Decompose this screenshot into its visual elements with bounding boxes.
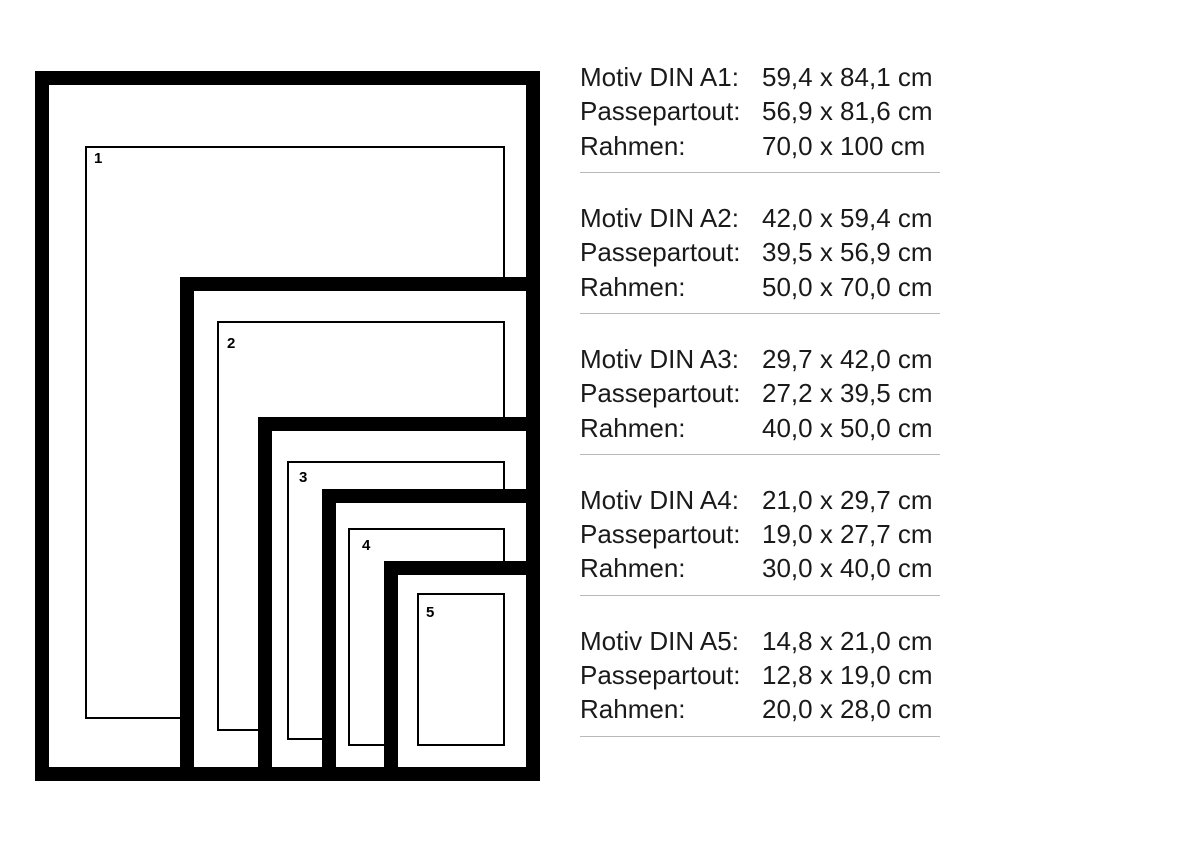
- spec-group-a3: [580, 342, 940, 455]
- spec-group-a5: [580, 624, 940, 737]
- frame-label-2: 2: [227, 335, 236, 352]
- spec-row: [580, 60, 940, 94]
- spec-label: Passepartout:: [580, 237, 741, 268]
- spec-row: [580, 692, 940, 726]
- spec-label: Motiv DIN A5:: [580, 625, 739, 656]
- spec-label: Motiv DIN A2:: [580, 202, 739, 233]
- spec-row: [580, 129, 940, 163]
- spec-value: 70,0 x 100 cm: [762, 130, 926, 161]
- spec-value: 50,0 x 70,0 cm: [762, 271, 933, 302]
- spec-row: [580, 235, 940, 269]
- spec-row: [580, 376, 940, 410]
- spec-group-a2: [580, 201, 940, 314]
- spec-value: 56,9 x 81,6 cm: [762, 96, 933, 127]
- spec-row: [580, 658, 940, 692]
- spec-value: 20,0 x 28,0 cm: [762, 694, 933, 725]
- spec-row: [580, 517, 940, 551]
- spec-value: 42,0 x 59,4 cm: [762, 202, 933, 233]
- size-legend: [580, 60, 940, 737]
- spec-label: Passepartout:: [580, 519, 741, 550]
- spec-value: 39,5 x 56,9 cm: [762, 237, 933, 268]
- spec-value: 12,8 x 19,0 cm: [762, 660, 933, 691]
- spec-label: Motiv DIN A1:: [580, 62, 739, 92]
- spec-label: Rahmen:: [580, 553, 686, 584]
- frame-label-5: 5: [426, 604, 435, 621]
- spec-label: Rahmen:: [580, 271, 686, 302]
- spec-value: 19,0 x 27,7 cm: [762, 519, 933, 550]
- frame-label-3: 3: [299, 469, 308, 486]
- spec-group-a4: [580, 483, 940, 596]
- spec-label: Rahmen:: [580, 694, 686, 725]
- spec-value: 21,0 x 29,7 cm: [762, 484, 933, 515]
- frame-label-4: 4: [362, 537, 371, 554]
- spec-row: [580, 94, 940, 128]
- spec-label: Passepartout:: [580, 660, 741, 691]
- spec-group-a1: [580, 60, 940, 173]
- spec-value: 27,2 x 39,5 cm: [762, 378, 933, 409]
- spec-value: 59,4 x 84,1 cm: [762, 62, 933, 92]
- spec-value: 29,7 x 42,0 cm: [762, 343, 933, 374]
- spec-row: [580, 551, 940, 585]
- spec-label: Motiv DIN A3:: [580, 343, 739, 374]
- spec-row: [580, 483, 940, 517]
- spec-label: Rahmen:: [580, 412, 686, 443]
- spec-row: [580, 201, 940, 235]
- frame-size-diagram: [0, 0, 560, 842]
- frame-label-1: 1: [94, 150, 103, 167]
- spec-row: [580, 342, 940, 376]
- spec-row: [580, 411, 940, 445]
- spec-label: Passepartout:: [580, 96, 741, 127]
- spec-row: [580, 624, 940, 658]
- spec-value: 14,8 x 21,0 cm: [762, 625, 933, 656]
- spec-value: 40,0 x 50,0 cm: [762, 412, 933, 443]
- spec-value: 30,0 x 40,0 cm: [762, 553, 933, 584]
- spec-label: Passepartout:: [580, 378, 741, 409]
- spec-label: Motiv DIN A4:: [580, 484, 739, 515]
- spec-label: Rahmen:: [580, 130, 686, 161]
- spec-row: [580, 270, 940, 304]
